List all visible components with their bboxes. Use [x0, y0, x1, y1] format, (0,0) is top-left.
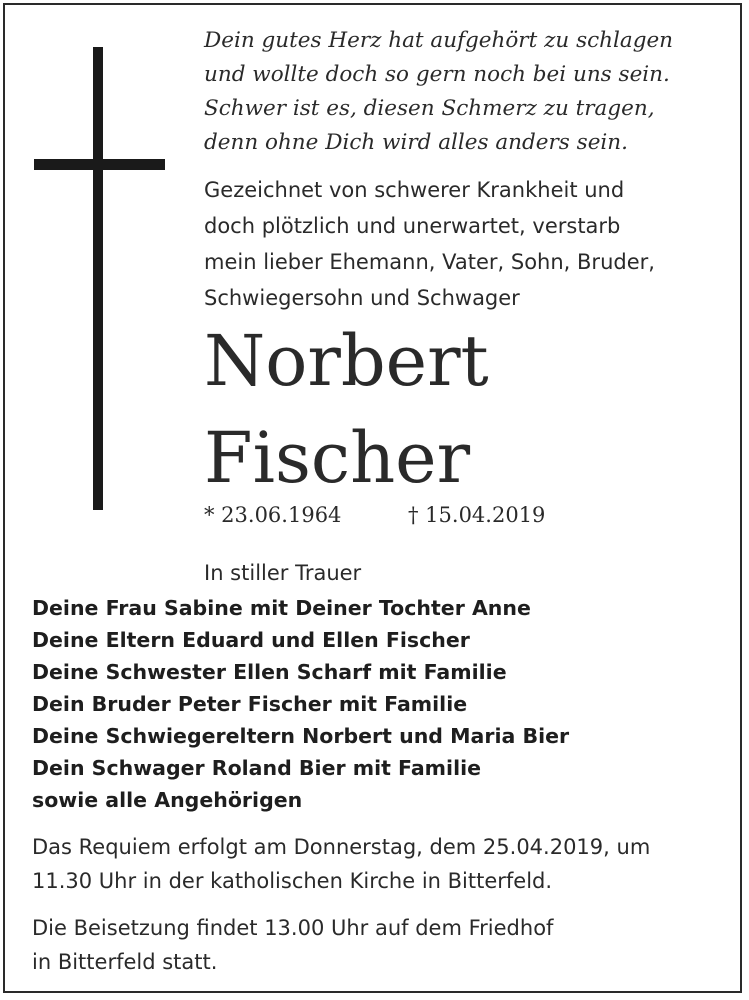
requiem-info	[32, 830, 732, 898]
mourner-line: Deine Frau Sabine mit Deiner Tochter Anne	[32, 596, 531, 620]
mourner-line: Dein Schwager Roland Bier mit Familie	[32, 756, 482, 780]
cross-horizontal-beam	[34, 159, 165, 170]
poem-line: und wollte doch so gern noch bei uns sein.	[204, 62, 670, 87]
poem-line: denn ohne Dich wird alles anders sein.	[204, 130, 628, 155]
life-dates	[204, 498, 546, 532]
deceased-first-name: Norbert	[204, 320, 489, 402]
mourner-line: sowie alle Angehörigen	[32, 788, 303, 812]
death-date: † 15.04.2019	[408, 503, 546, 527]
memorial-poem	[204, 24, 734, 160]
poem-line: Schwer ist es, diesen Schmerz zu tragen,	[204, 96, 655, 121]
burial-line: in Bitterfeld statt.	[32, 950, 218, 974]
mourner-line: Dein Bruder Peter Fischer mit Familie	[32, 692, 468, 716]
deceased-last-name: Fischer	[204, 417, 471, 499]
requiem-line: 11.30 Uhr in der katholischen Kirche in Bitterfeld.	[32, 869, 553, 893]
intro-line: Schwiegersohn und Schwager	[204, 286, 520, 310]
cross-vertical-beam	[93, 47, 103, 510]
mourner-line: Deine Schwester Ellen Scharf mit Familie	[32, 660, 507, 684]
death-announcement-text	[204, 172, 734, 316]
intro-line: Gezeichnet von schwerer Krankheit und	[204, 178, 625, 202]
mourners-list	[32, 592, 732, 816]
intro-line: mein lieber Ehemann, Vater, Sohn, Bruder,	[204, 250, 655, 274]
mourner-line: Deine Schwiegereltern Norbert und Maria Bier	[32, 724, 570, 748]
burial-info	[32, 911, 732, 979]
intro-line: doch plötzlich und unerwartet, verstarb	[204, 214, 621, 238]
birth-date: * 23.06.1964	[204, 503, 342, 527]
poem-line: Dein gutes Herz hat aufgehört zu schlagen	[204, 28, 674, 53]
requiem-line: Das Requiem erfolgt am Donnerstag, dem 25.04.2019, um	[32, 835, 651, 859]
burial-line: Die Beisetzung findet 13.00 Uhr auf dem Friedhof	[32, 916, 554, 940]
mourning-label: In stiller Trauer	[204, 561, 362, 585]
mourner-line: Deine Eltern Eduard und Ellen Fischer	[32, 628, 470, 652]
